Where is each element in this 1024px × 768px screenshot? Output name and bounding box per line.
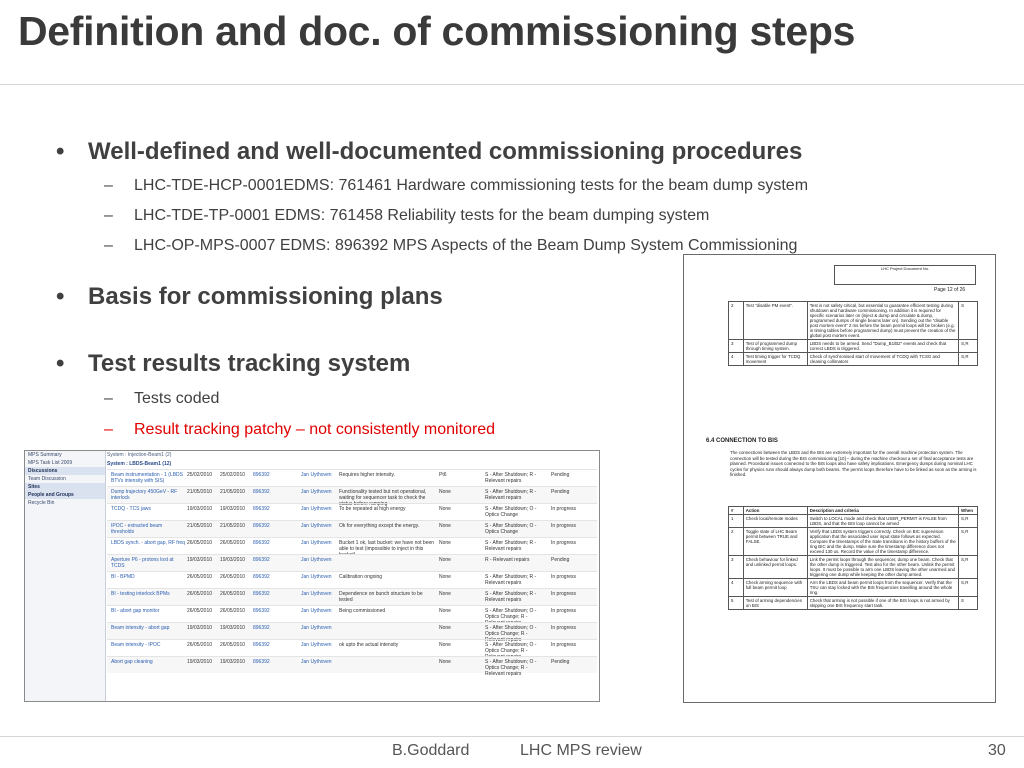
task-title[interactable]: Beam intensity - abort gap [111, 625, 170, 631]
doc-table-cell: Check of synchronised start of movement of TCDQ with TCSG and cleaning collimators [807, 353, 958, 366]
location: None [439, 642, 451, 648]
task-title[interactable]: LBDS synch. - abort gap, RF freq [111, 540, 185, 546]
sub-text: LHC-TDE-TP-0001 EDMS: 761458 Reliability tests for the beam dumping system [134, 207, 710, 224]
document-page-screenshot [683, 254, 996, 703]
end-date: 26/05/2010 [220, 642, 246, 648]
comment: Requires higher intensity. [339, 472, 396, 478]
category: S - After Shutdown; R - Relevant repairs [485, 591, 537, 603]
edms-link[interactable]: 896392 [253, 557, 270, 563]
doc-table-cell: S,R [959, 515, 978, 528]
owner[interactable]: Jan Uythoven [301, 523, 332, 529]
start-date: 21/05/2010 [187, 489, 213, 495]
end-date: 19/03/2010 [220, 659, 246, 665]
doc-table-cell: S [959, 302, 978, 340]
dash-glyph: – [104, 177, 113, 194]
status: Pending [551, 659, 570, 665]
category: R - Relevant repairs [485, 557, 530, 563]
doc-section-text: The connections between the LBDS and the BIS are extremely important for the overall machine protection system. The connection will be tested during the BIS commissioning [10] – during the machine checkout a set of final acceptance tests are planned. Procedural issues connected to the BIS loops also have safety implications. Emergency dumps during nominal LHC cycles for physics runs should always dump both beams. The permit loops therefore have to be linked as soon as the arming is finished. [730, 450, 977, 478]
task-title[interactable]: Abort gap cleaning [111, 659, 153, 665]
sidebar-link[interactable]: MPS Task List 2009 [28, 460, 73, 466]
edms-link[interactable]: 896392 [253, 523, 270, 529]
doc-table-header-cell: Action [743, 507, 807, 515]
doc-table-cell: 4 [729, 579, 744, 597]
doc-table-row [729, 579, 978, 597]
edms-link[interactable]: 896392 [253, 591, 270, 597]
location: None [439, 608, 451, 614]
footer-event: LHC MPS review [520, 742, 642, 759]
doc-table-cell: 3 [729, 340, 744, 353]
status: In progress [551, 506, 577, 512]
end-date: 19/03/2010 [220, 625, 246, 631]
start-date: 26/05/2010 [187, 608, 213, 614]
doc-table-row [729, 515, 978, 528]
task-title[interactable]: IPOC - extracted beam thresholds [111, 523, 163, 535]
sub-text: Tests coded [134, 390, 220, 407]
comment: Dependence on bunch structure to be tested [339, 591, 423, 603]
sub-item [104, 390, 219, 408]
tracker-sidebar [25, 451, 106, 701]
sidebar-section[interactable]: Sites [25, 483, 105, 491]
tracker-row[interactable] [107, 639, 597, 656]
sub-text: LHC-TDE-HCP-0001EDMS: 761461 Hardware commissioning tests for the beam dump system [134, 177, 809, 194]
doc-bis-table [728, 506, 978, 610]
bullet-text: Test results tracking system [88, 350, 411, 377]
doc-table-cell: 2 [729, 302, 744, 340]
doc-table-row [729, 597, 978, 610]
end-date: 26/05/2010 [220, 608, 246, 614]
edms-link[interactable]: 896392 [253, 625, 270, 631]
footer-author: B.Goddard [392, 742, 470, 759]
status: In progress [551, 540, 577, 546]
doc-table-header [729, 507, 978, 515]
start-date: 26/05/2010 [187, 540, 213, 546]
tracker-screenshot [24, 450, 600, 702]
end-date: 26/05/2010 [220, 540, 246, 546]
tracker-list [107, 451, 597, 701]
status: Pending [551, 557, 570, 563]
bullet-glyph: • [56, 138, 65, 165]
location: None [439, 489, 451, 495]
category: S - After Shutdown; R - Relevant repairs [485, 574, 537, 586]
tracker-row[interactable] [107, 588, 597, 605]
doc-table-cell: Toggle state of LHC Beam permit between TRUE and FALSE. [743, 528, 807, 556]
owner[interactable]: Jan Uythoven [301, 591, 332, 597]
tracker-group-header[interactable]: System : LBDS-Beam1 (12) [107, 461, 172, 467]
doc-table-cell: Test "disable PM event". [743, 302, 807, 340]
tracker-row[interactable] [107, 605, 597, 622]
doc-table-cell: 3 [729, 556, 744, 579]
start-date: 26/05/2010 [187, 642, 213, 648]
dash-glyph: – [104, 207, 113, 224]
task-title[interactable]: Aperture P6 - protons lost at TCDS [111, 557, 174, 569]
end-date: 21/05/2010 [220, 523, 246, 529]
doc-table-cell: 4 [729, 353, 744, 366]
owner[interactable]: Jan Uythoven [301, 506, 332, 512]
location: None [439, 523, 451, 529]
tracker-row[interactable] [107, 469, 597, 486]
status: In progress [551, 591, 577, 597]
doc-table-cell: S,R [959, 528, 978, 556]
comment: Calibration ongoing [339, 574, 383, 580]
sidebar-section[interactable]: People and Groups [25, 491, 105, 499]
end-date: 26/05/2010 [220, 574, 246, 580]
bullet-procedures [56, 138, 802, 166]
doc-table-cell: S [959, 597, 978, 610]
doc-table-cell: Test of programmed dump through timing system. [743, 340, 807, 353]
category: S - After Shutdown; O - Optics Change [485, 523, 537, 535]
owner[interactable]: Jan Uythoven [301, 642, 332, 648]
doc-table-cell: S,R [959, 556, 978, 579]
tracker-rows [107, 469, 597, 677]
start-date: 19/03/2010 [187, 557, 213, 563]
task-title[interactable]: BI - BPMD [111, 574, 135, 580]
doc-table-cell: Test is not safety critical, but essential to guarantee efficient testing during shutdown and hardware commissioning. In addition it is required for specific scenarios later on (inject & dump and circulate & dump, programmed dumps of single beams later on). Sending out the "disable post mortem event" 2 ms before the beam permit loops will be broken (e.g. in timing tables before programmed dump) must prevent the creation of the global post mortem event. [807, 302, 958, 340]
status: In progress [551, 608, 577, 614]
sidebar-link-recycle-bin[interactable]: Recycle Bin [28, 500, 55, 506]
start-date: 26/05/2010 [187, 574, 213, 580]
bullet-plans [56, 283, 443, 311]
owner[interactable]: Jan Uythoven [301, 489, 332, 495]
doc-table-cell: Check arming sequence with full beam permit loop [743, 579, 807, 597]
owner[interactable]: Jan Uythoven [301, 557, 332, 563]
slide-number: 30 [988, 742, 1006, 759]
doc-table-cell: 1 [729, 515, 744, 528]
doc-table-header-cell: # [729, 507, 744, 515]
sidebar-link[interactable]: Team Discussion [28, 476, 66, 482]
edms-link[interactable]: 896392 [253, 540, 270, 546]
doc-table-header-cell: Description and criteria [807, 507, 958, 515]
task-title[interactable]: Dump trajectory 450GeV - RF interlock [111, 489, 178, 501]
location: None [439, 625, 451, 631]
comment: Being commissioned [339, 608, 386, 614]
start-date: 19/03/2010 [187, 506, 213, 512]
sub-item [104, 177, 808, 195]
sub-text: LHC-OP-MPS-0007 EDMS: 896392 MPS Aspects of the Beam Dump System Commissioning [134, 237, 798, 254]
location: None [439, 540, 451, 546]
tracker-row[interactable] [107, 537, 597, 554]
doc-table-cell: Check that arming is not possible if one of the BIS loops is not armed by skipping one BIS frequency start task. [807, 597, 958, 610]
start-date: 19/03/2010 [187, 659, 213, 665]
task-title[interactable]: TCDQ - TCS jaws [111, 506, 151, 512]
comment: ok upto the actual intensity [339, 642, 399, 648]
owner[interactable]: Jan Uythoven [301, 574, 332, 580]
owner[interactable]: Jan Uythoven [301, 659, 332, 665]
status: Pending [551, 472, 570, 478]
location: Pt6 [439, 472, 447, 478]
owner[interactable]: Jan Uythoven [301, 608, 332, 614]
bullet-text: Basis for commissioning plans [88, 283, 443, 310]
end-date: 19/03/2010 [220, 557, 246, 563]
location: None [439, 591, 451, 597]
edms-link[interactable]: 896392 [253, 574, 270, 580]
doc-header-box: LHC Project Document No. [834, 265, 976, 285]
doc-table-cell: S,R [959, 579, 978, 597]
doc-table-cell: Test timing trigger for TCDQ movement [743, 353, 807, 366]
category: S - After Shutdown; O - Optics Change; R - [485, 642, 537, 654]
end-date: 21/05/2010 [220, 489, 246, 495]
comment: Functionality tested but not operational, waiting for sequencer task to check the status before ramping [339, 489, 427, 507]
category: S - After Shutdown; R - Relevant repairs [485, 489, 537, 501]
start-date: 26/05/2010 [187, 591, 213, 597]
dash-glyph: – [104, 390, 113, 407]
doc-table-row [729, 528, 978, 556]
doc-table-cell: LBDS needs to be armed. Send "Dump_B1/B2" events and check that correct LBDS is triggered. [807, 340, 958, 353]
doc-table-row [729, 353, 978, 366]
category: S - After Shutdown; O - Optics Change; R - Relevant repairs [485, 625, 537, 643]
start-date: 19/03/2010 [187, 625, 213, 631]
dash-glyph: – [104, 421, 113, 438]
sidebar-link[interactable]: MPS Summary [28, 452, 62, 458]
task-title[interactable]: Beam intensity - IPOC [111, 642, 161, 648]
status: In progress [551, 574, 577, 580]
tracker-row[interactable] [107, 486, 597, 507]
tracker-row[interactable] [107, 571, 597, 588]
edms-link[interactable]: 896392 [253, 642, 270, 648]
bullet-glyph: • [56, 283, 65, 310]
edms-link[interactable]: 896392 [253, 506, 270, 512]
tracker-row[interactable] [107, 554, 597, 571]
status: In progress [551, 523, 577, 529]
doc-top-table [728, 301, 978, 366]
end-date: 25/02/2010 [220, 472, 246, 478]
location: None [439, 659, 451, 665]
doc-table-cell: Check behaviour for linked and unlinked permit loops. [743, 556, 807, 579]
task-title[interactable]: BI - abort gap monitor [111, 608, 160, 614]
doc-table-cell: 5 [729, 597, 744, 610]
sub-item-warning [104, 421, 495, 439]
doc-table-cell: Check local/remote modes [743, 515, 807, 528]
comment: Ok for everything except the energy. [339, 523, 420, 529]
task-title[interactable]: BI - testing interlock BPMs [111, 591, 170, 597]
start-date: 21/05/2010 [187, 523, 213, 529]
doc-table-cell: Test of arming dependencies on BIS [743, 597, 807, 610]
start-date: 25/02/2010 [187, 472, 213, 478]
location: None [439, 574, 451, 580]
tracker-row[interactable] [107, 520, 597, 537]
sidebar-section[interactable]: Discussions [25, 467, 105, 475]
owner[interactable]: Jan Uythoven [301, 540, 332, 546]
slide-title: Definition and doc. of commissioning steps [18, 8, 856, 54]
dash-glyph: – [104, 237, 113, 254]
footer-divider [0, 736, 1024, 737]
doc-table-cell: S,R [959, 353, 978, 366]
category: S - After Shutdown; O - Optics Change [485, 506, 537, 518]
sub-text: Result tracking patchy – not consistently monitored [134, 421, 496, 438]
doc-page-label: Page 12 of 26 [934, 287, 966, 293]
doc-table-cell: Arm the LBDS and beam permit loops from the sequencer. Verify that the TSU can stay locked with the BIS frequencies travelling around the whole ring. [807, 579, 958, 597]
bullet-glyph: • [56, 350, 65, 377]
category: S - After Shutdown; O - Optics Change; R - [485, 608, 537, 620]
tracker-row[interactable] [107, 503, 597, 520]
tracker-group-header[interactable]: System : Injection-Beam1 (2) [107, 452, 172, 458]
tracker-row[interactable] [107, 622, 597, 643]
bullet-tracking [56, 350, 410, 378]
category: S - After Shutdown; R - Relevant repairs [485, 472, 537, 484]
doc-table-cell: 2 [729, 528, 744, 556]
edms-link[interactable]: 896392 [253, 608, 270, 614]
doc-table-row [729, 340, 978, 353]
end-date: 19/03/2010 [220, 506, 246, 512]
comment: Bucket 1 ok, last bucket: we have not been able to test (impossible to inject in this [339, 540, 435, 552]
location: None [439, 557, 451, 563]
sub-item [104, 237, 797, 255]
category: S - After Shutdown; R - Relevant repairs [485, 540, 537, 552]
edms-link[interactable]: 896392 [253, 489, 270, 495]
tracker-row[interactable] [107, 656, 597, 677]
bullet-text: Well-defined and well-documented commissioning procedures [88, 138, 803, 165]
category: S - After Shutdown; O - Optics Change; R - Relevant repairs [485, 659, 537, 677]
doc-table-cell: S,R [959, 340, 978, 353]
owner[interactable]: Jan Uythoven [301, 472, 332, 478]
location: None [439, 506, 451, 512]
doc-section-title: 6.4 CONNECTION TO BIS [706, 438, 778, 444]
edms-link[interactable]: 896392 [253, 659, 270, 665]
doc-table-row [729, 302, 978, 340]
end-date: 26/05/2010 [220, 591, 246, 597]
edms-link[interactable]: 896392 [253, 472, 270, 478]
doc-table-header-cell: When [959, 507, 978, 515]
sub-item [104, 207, 709, 225]
doc-table-cell: Link the permit loops through the sequencer, dump one beam. Check that the other dump is triggered. Test also for the other beam. Unlink the permit loops. It must be possible to arm one LBDS leaving the other unarmed and triggering one dump while keeping the other dump armed. [807, 556, 958, 579]
status: In progress [551, 642, 577, 648]
status: Pending [551, 489, 570, 495]
doc-table-cell: Switch to LOCAL mode and check that USER_PERMIT is FALSE from LBDS, and that the BIS loop cannot be armed [807, 515, 958, 528]
status: In progress [551, 625, 577, 631]
task-title[interactable]: Beam instrumentation - 1 (LBDS BTVs intensity with SIS) [111, 472, 183, 484]
doc-table-row [729, 556, 978, 579]
title-divider [0, 84, 1024, 85]
comment: To be repeated at high energy [339, 506, 406, 512]
owner[interactable]: Jan Uythoven [301, 625, 332, 631]
doc-table-cell: Verify that LBDS system triggers correctly. Check on BIC supervision application that the associated user input state follows as expected. Compare the timestamps of the state transitions in the history buffers of the ring BIC and the dump. Make sure the timestamp difference does not exceed 130 us. Record the value of the timestamp difference. [807, 528, 958, 556]
